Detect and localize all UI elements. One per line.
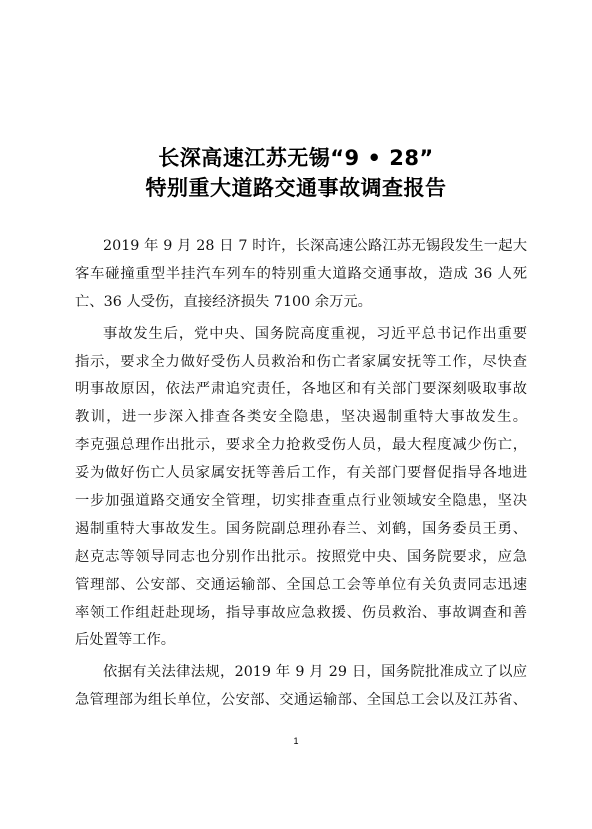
document-title-line-2: 特别重大道路交通事故调查报告 (145, 176, 447, 200)
paragraph-3-line: 依据有关法律法规，2019 年 9 月 29 日，国务院批准成立了以应 (103, 664, 527, 681)
paragraph-1-line: 亡、36 人受伤，直接经济损失 7100 余万元。 (75, 293, 372, 310)
paragraph-2-line: 管理部、公安部、交通运输部、全国总工会等单位有关负责同志迅速 (75, 576, 527, 593)
paragraph-3-line: 急管理部为组长单位，公安部、交通运输部、全国总工会以及江苏省、 (75, 692, 527, 709)
paragraph-2-line: 一步加强道路交通安全管理，切实排查重点行业领域安全隐患，坚决 (75, 493, 527, 510)
paragraph-1-line: 客车碰撞重型半挂汽车列车的特别重大道路交通事故，造成 36 人死 (75, 265, 527, 282)
page-number: 1 (293, 736, 299, 746)
paragraph-2-line: 赵克志等领导同志也分别作出批示。按照党中央、国务院要求，应急 (75, 548, 527, 565)
paragraph-2-line: 李克强总理作出批示，要求全力抢救受伤人员，最大程度减少伤亡， (75, 437, 527, 454)
paragraph-2-line: 明事故原因，依法严肃追究责任，各地区和有关部门要深刻吸取事故 (75, 381, 527, 398)
paragraph-2-line: 遏制重特大事故发生。国务院副总理孙春兰、刘鹤，国务委员王勇、 (75, 520, 527, 537)
paragraph-2-line: 教训，进一步深入排查各类安全隐患，坚决遏制重特大事故发生。 (75, 409, 527, 426)
paragraph-2-line: 后处置等工作。 (75, 632, 176, 649)
paragraph-1-line: 2019 年 9 月 28 日 7 时许，长深高速公路江苏无锡段发生一起大 (103, 238, 527, 254)
paragraph-2-line: 事故发生后，党中央、国务院高度重视，习近平总书记作出重要 (103, 325, 527, 342)
paragraph-2-line: 指示，要求全力做好受伤人员救治和伤亡者家属安抚等工作，尽快查 (75, 353, 527, 370)
document-title-line-1: 长深高速江苏无锡“9 • 28” (158, 146, 434, 170)
paragraph-2-line: 妥为做好伤亡人员家属安抚等善后工作，有关部门要督促指导各地进 (75, 465, 527, 482)
document-body (75, 233, 527, 715)
paragraph-2-line: 率领工作组赶赴现场，指导事故应急救援、伤员救治、事故调查和善 (75, 604, 527, 621)
